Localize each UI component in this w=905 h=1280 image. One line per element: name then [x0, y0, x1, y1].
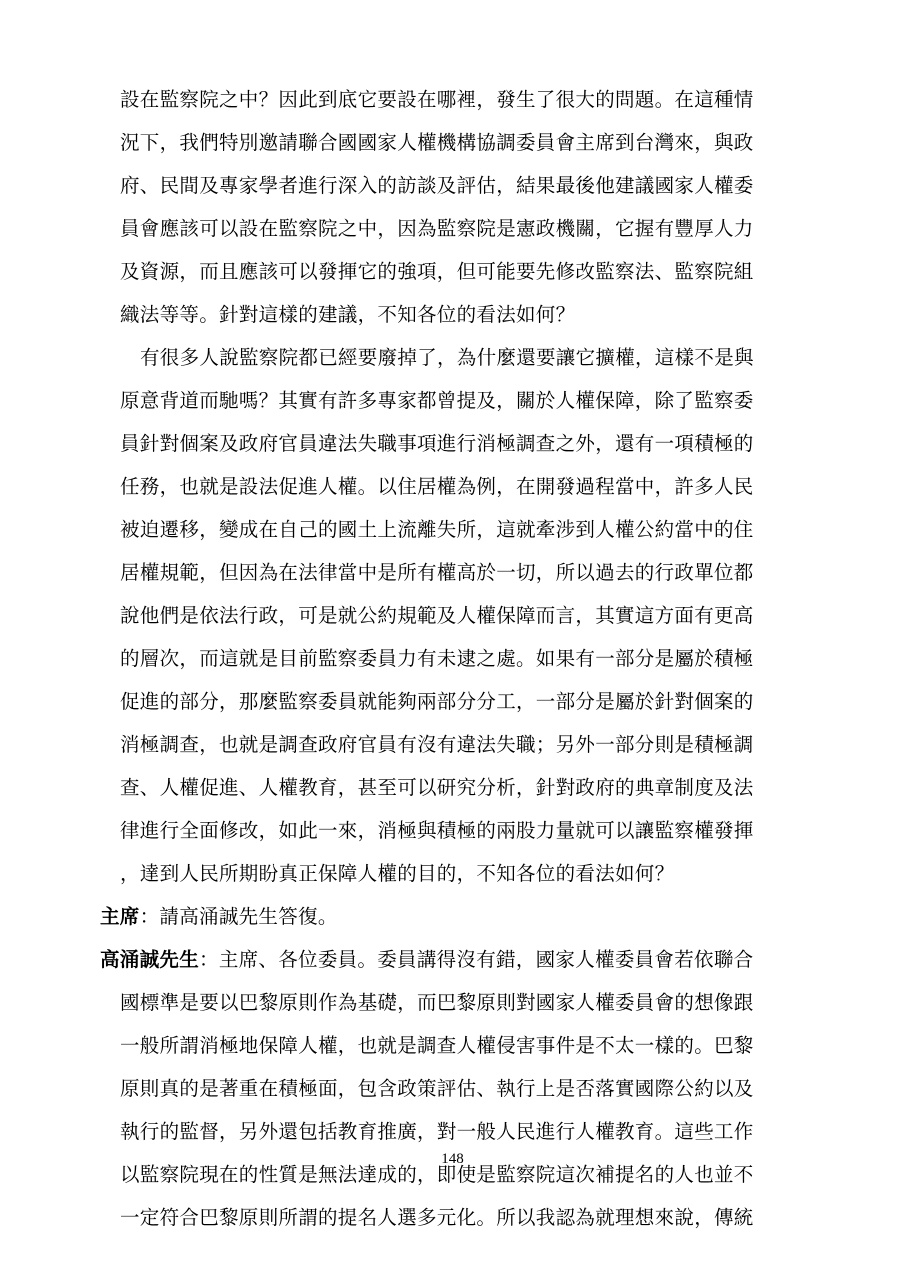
chair-turn: [100, 904, 338, 930]
text-line: 律進行全面修改，如此一來，消極與積極的兩股力量就可以讓監察權發揮: [120, 819, 754, 842]
text-line: 國標準是要以巴黎原則作為基礎，而巴黎原則對國家人權委員會的想像跟: [120, 991, 754, 1014]
text-line: 一定符合巴黎原則所謂的提名人選多元化。所以我認為就理想來說，傳統: [120, 1206, 754, 1229]
text-line: 一般所謂消極地保障人權，也就是調查人權侵害事件是不太一樣的。巴黎: [120, 1034, 754, 1057]
text-line: 原則真的是著重在積極面，包含政策評估、執行上是否落實國際公約以及: [120, 1077, 754, 1100]
speaker-name: 主席: [100, 905, 140, 928]
speaker-colon: ：: [139, 905, 160, 928]
page-number: 148: [441, 1151, 464, 1167]
turn-text: 請高涌誠先生答復。: [159, 905, 338, 928]
text-line: 況下，我們特別邀請聯合國國家人權機構協調委員會主席到台灣來，與政: [120, 131, 754, 154]
text-line: 促進的部分，那麼監察委員就能夠兩部分分工，一部分是屬於針對個案的: [120, 690, 754, 713]
speaker-colon: ：: [199, 948, 219, 971]
text-line: 有很多人說監察院都已經要廢掉了，為什麼還要讓它擴權，這樣不是與: [140, 346, 754, 369]
text-line: 設在監察院之中？因此到底它要設在哪裡，發生了很大的問題。在這種情: [120, 88, 754, 111]
text-line: 查、人權促進、人權教育，甚至可以研究分析，針對政府的典章制度及法: [120, 776, 754, 799]
text-line: 的層次，而這就是目前監察委員力有未逮之處。如果有一部分是屬於積極: [120, 647, 754, 670]
speaker-name: 高涌誠先生: [100, 948, 200, 971]
text-line: 以監察院現在的性質是無法達成的，即使是監察院這次補提名的人也並不: [120, 1163, 754, 1186]
text-line: 員會應該可以設在監察院之中，因為監察院是憲政機關，它握有豐厚人力: [120, 217, 754, 240]
turn-first-line: [100, 947, 753, 973]
text-line: 消極調查，也就是調查政府官員有沒有違法失職；另外一部分則是積極調: [120, 733, 754, 756]
text-line: 府、民間及專家學者進行深入的訪談及評估，結果最後他建議國家人權委: [120, 174, 754, 197]
text-line: 織法等等。針對這樣的建議，不知各位的看法如何？: [120, 303, 576, 326]
text-line: 居權規範，但因為在法律當中是所有權高於一切，所以過去的行政單位都: [120, 561, 754, 584]
text-line: 被迫遷移，變成在自己的國土上流離失所，這就牽涉到人權公約當中的住: [120, 518, 754, 541]
text-line: 員針對個案及政府官員違法失職事項進行消極調查之外，還有一項積極的: [120, 432, 754, 455]
text-line: 執行的監督，另外還包括教育推廣，對一般人民進行人權教育。這些工作: [120, 1120, 754, 1143]
text-line: 說他們是依法行政，可是就公約規範及人權保障而言，其實這方面有更高: [120, 604, 754, 627]
text-line: 原意背道而馳嗎？其實有許多專家都曾提及，關於人權保障，除了監察委: [120, 389, 754, 412]
turn-text: 主席、各位委員。委員講得沒有錯，國家人權委員會若依聯合: [218, 948, 754, 971]
text-line: 及資源，而且應該可以發揮它的強項，但可能要先修改監察法、監察院組: [120, 260, 754, 283]
text-line: ，達到人民所期盼真正保障人權的目的，不知各位的看法如何？: [120, 862, 675, 885]
text-line: 任務，也就是設法促進人權。以住居權為例，在開發過程當中，許多人民: [120, 475, 754, 498]
